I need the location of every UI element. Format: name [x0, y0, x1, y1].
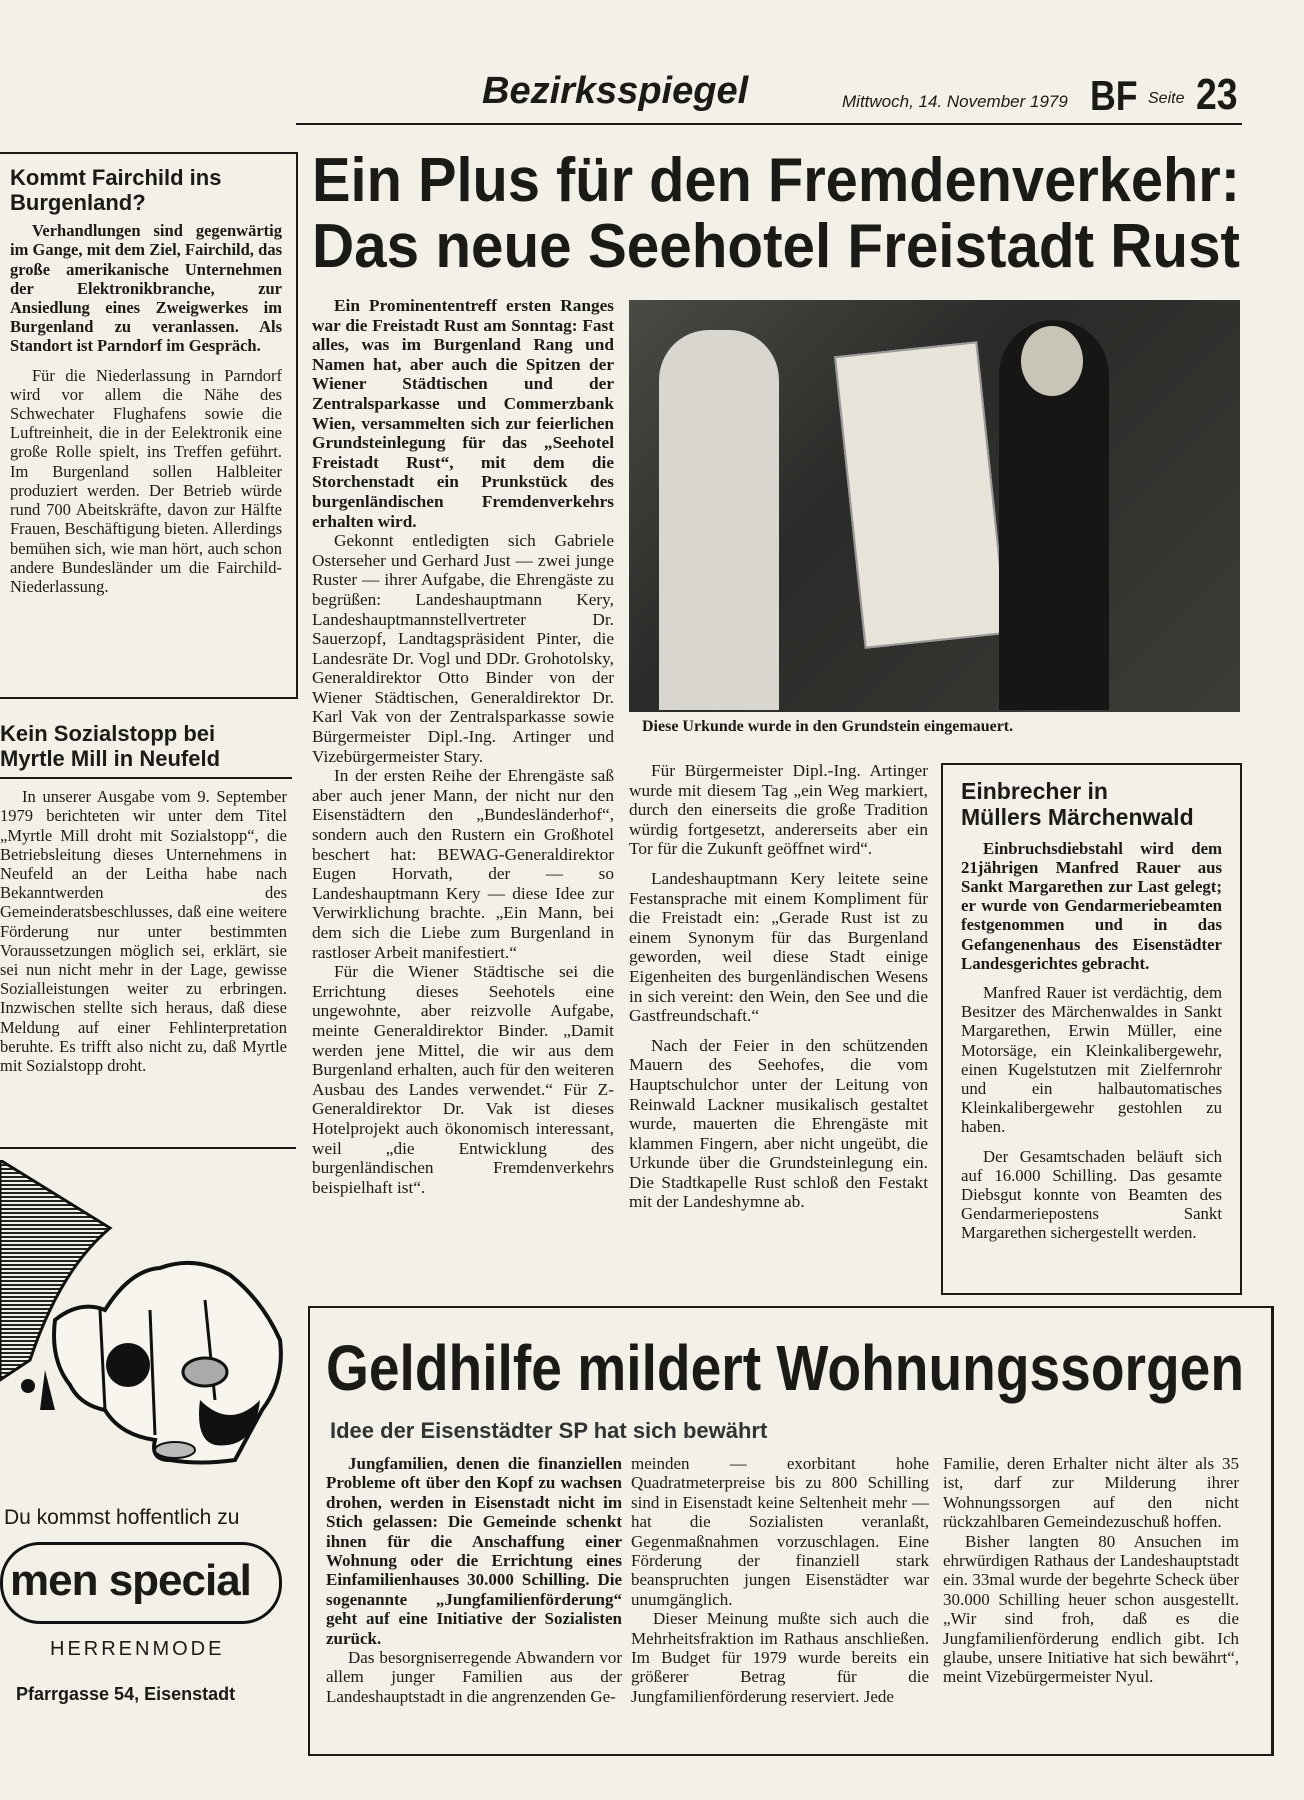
lead-paragraph: Verhandlungen sind gegenwärtig im Gange, mit dem Ziel, Fairchild, das große amerikanische Unternehmen der Elektronikbranche, zur Ansiedlung eines Zweigwerkes im Burgenland zu veranlassen. Als Standort ist Parndorf im Gespräch. [10, 221, 282, 356]
subheadline: Idee der Eisenstädter SP hat sich bewährt [330, 1418, 768, 1443]
photo-person-left [659, 330, 779, 710]
headline-line-2: Das neue Seehotel Freistadt Rust [312, 212, 1240, 281]
geldhilfe-column-1 [326, 1454, 622, 1706]
left-column-divider [296, 152, 298, 699]
seehotel-column-1 [312, 296, 614, 1197]
advertisement [0, 1160, 290, 1720]
paragraph: Landeshauptmann Kery leitete seine Festansprache mit einem Kompliment für die Freistadt ein: „Gerade Rust ist zu einem Synonym für das Burgenland geworden, weil diese Stadt einige Eigenheiten des burgenländischen Wesens in sich vereint: den Wein, den See und die Gastfreundschaft.“ [629, 868, 928, 1026]
article-einbrecher [941, 763, 1242, 1295]
paragraph: Für die Wiener Städtische sei die Errichtung dieses Seehotels eine ungewohnte, aber reizvolle Aufgabe, meinte Generaldirektor Binder. „Damit werden jene Mittel, die wir aus dem Burgenland erhalten, auch für den weiteren Ausbau des Landes verwendet.“ Für Z-Generaldirektor Dr. Vak ist dieses Hotelprojekt auch ökonomisch interessant, weil „die Entwicklung des burgenländischen Fremdenverkehrs beispielhaft ist“. [312, 962, 614, 1197]
section-title: Bezirksspiegel [482, 70, 749, 112]
paragraph: Bisher langten 80 Ansuchen im ehrwürdigen Rathaus der Landeshauptstadt ein. 33mal wurde der begehrte Scheck über 30.000 Schilling heuer schon ausgestellt. „Wir sind froh, daß es die Jungfamilienförderung endlich gibt. Ich glaube, unsere Initiative hat sich bewährt“, meint Vizebürgermeister Nyul. [943, 1531, 1239, 1687]
paragraph: Gekonnt entledigten sich Gabriele Osterseher und Gerhard Just — zwei junge Ruster — ihrer Aufgabe, die Ehrengäste zu begrüßen: Landeshauptmann Kery, Landeshauptmannstellvertreter Dr. Sauerzopf, Landtagspräsident Pinter, die Landesräte Dr. Vogl und DDr. Grohotolsky, Generaldirektor Otto Binder von der Wiener Städtischen, Generaldirektor Dr. Karl Vak von der Zentralsparkasse sowie Bürgermeister Dipl.-Ing. Artinger und Vizebürgermeister Stary. [312, 531, 614, 766]
article-sozialstopp [0, 722, 287, 1075]
page-label: Seite [1148, 90, 1185, 107]
article-seehotel [312, 150, 1242, 282]
paragraph: Manfred Rauer ist verdächtig, dem Besitzer des Märchenwaldes in Sankt Margarethen, Erwin Müller, eine Motorsäge, ein Kleinkalibergewehr, einen Kugelstutzen mit Zielfernrohr und ein halbautomatisches Kleinkalibergewehr gestohlen zu haben. [961, 982, 1222, 1137]
masthead [296, 62, 1242, 124]
headline: Kommt Fairchild ins Burgenland? [10, 165, 222, 215]
paragraph: Familie, deren Erhalter nicht älter als 35 ist, darf zur Milderung ihrer Wohnungssorgen auf den nicht rückzahlbaren Gemeindezuschuß hoffen. [943, 1454, 1239, 1532]
headline-line-2: Müllers Märchenwald [961, 803, 1194, 830]
headline [326, 1336, 1304, 1406]
headline-rule [0, 777, 292, 779]
headline [961, 779, 1222, 831]
issue-date: Mittwoch, 14. November 1979 [842, 92, 1068, 111]
geldhilfe-column-2 [631, 1454, 929, 1706]
headline [312, 150, 1242, 282]
ad-brand-name: men special [10, 1556, 251, 1605]
ad-address: Pfarrgasse 54, Eisenstadt [16, 1684, 236, 1704]
lead-paragraph: Einbruchsdiebstahl wird dem 21jährigen Manfred Rauer aus Sankt Margarethen zur Last gelegt; er wurde von Gendarmeriebeamten festgenommen und in das Gefangenenhaus des Eisenstädter Landesgerichtes gebracht. [961, 838, 1222, 973]
article-geldhilfe [308, 1306, 1274, 1756]
left-column-top-rule [0, 152, 298, 154]
headline-line-1: Einbrecher in [961, 778, 1108, 804]
paragraph: meinden — exorbitant hohe Quadratmeterpreise bis zu 800 Schilling sind in Eisenstadt keine Seltenheit mehr — hat die Sozialisten veranlaßt, Gegenmaßnahmen vorzuschlagen. Eine Förderung der finanziell stark beanspruchten jungen Eisenstädter war unumgänglich. [631, 1454, 929, 1609]
geldhilfe-column-3 [943, 1454, 1239, 1687]
article-body [0, 787, 287, 1075]
lead-paragraph: Jungfamilien, denen die finanziellen Probleme oft über den Kopf zu wachsen drohen, werden in Eisenstadt nicht im Stich gelassen: Die Gemeinde schenkt ihnen für die Anschaffung einer Wohnung oder die Errichtung eines Einfamilienhauses 30.000 Schilling. Die sogenannte „Jungfamilienförderung“ geht auf eine Initiative der Sozialisten zurück. [326, 1454, 622, 1648]
paragraph: Für die Niederlassung in Parndorf wird vor allem die Nähe des Schwechater Flughafens sowie die Luftreinheit, die in der Eelektronik eine große Rolle spielt, ins Treffen geführt. Im Burgenland sollen Halbleiter produziert werden. Der Betrieb würde rund 700 Abeitskräfte, davon zur Hälfte Frauen, Beschäftigung bieten. Allerdings bemühen sich, wie man hört, auch schon andere Bundesländer um die Fairchild-Niederlassung. [10, 365, 282, 596]
ad-category: HERRENMODE [50, 1638, 225, 1660]
photo-urkunde [629, 300, 1240, 712]
ad-tagline: Du kommst hoffentlich zu [4, 1506, 240, 1529]
page-number: 23 [1196, 70, 1238, 119]
photo-caption: Diese Urkunde wurde in den Grundstein eingemauert. [642, 718, 1014, 735]
photo-face-right [1021, 326, 1083, 396]
article-body [10, 221, 282, 596]
paragraph: Nach der Feier in den schützenden Mauern des Seehofes, die vom Hauptschulchor unter der Leitung von Reinwald Lackner musikalisch gestaltet wurde, mauerten die Ehrengäste mit klammen Fingern, aber nicht ungeübt, die Urkunde über die Grundsteinlegung ein. Die Stadtkapelle Rust schloß den Festakt mit der Landeshymne ab. [629, 1035, 928, 1212]
headline: Kein Sozialstopp bei Myrtle Mill in Neufeld [0, 721, 221, 771]
lead-paragraph: Ein Prominententreff ersten Ranges war die Freistadt Rust am Sonntag: Fast alles, was im Burgenland Rang und Namen hat, aber auch die Spitzen der Wiener Städtischen und der Zentralsparkasse und Commerzbank Wien, versammelten sich zur feierlichen Grundsteinlegung für das „Seehotel Freistadt Rust“, mit dem die Storchenstadt ein Prunkstück des burgenländischen Fremdenverkehrs erhalten wird. [312, 296, 614, 531]
article-body [961, 839, 1222, 1243]
masthead-rule [296, 123, 1242, 125]
paper-logo: BF [1090, 72, 1138, 119]
article-fairchild [10, 166, 282, 596]
paragraph: In der ersten Reihe der Ehrengäste saß aber auch jener Mann, der nicht nur den Eisenstädtern den „Bundesländerhof“, sondern auch den Rustern ein Großhotel beschert hat: BEWAG-Generaldirektor Eugen Horvath, der — so Landeshauptmann Kery — diese Idee zur Verwirklichung brachte. „Ein Mann, bei dem sich die Liebe zum Burgenland in rastloser Arbeit manifestiert.“ [312, 766, 614, 962]
headline-text: Geldhilfe mildert Wohnungssorgen [326, 1336, 1244, 1404]
divider [0, 697, 296, 699]
seehotel-column-2 [629, 761, 928, 1212]
paragraph: In unserer Ausgabe vom 9. September 1979 berichteten wir unter dem Titel „Myrtle Mill droht mit Sozialstopp“, die Betriebsleitung dieses Unternehmens in Neufeld an der Leitha habe nach Bekanntwerden des Gemeinderatsbeschlusses, daß eine weitere Förderung nur unter bestimmten Voraussetzungen möglich sei, erklärt, sie sei nun nicht mehr in der Lage, gewisse Sozialleistungen weiter zu erbringen. Inzwischen stellte sich heraus, daß diese Meldung auf einer Fehlinterpretation beruhte. Es trifft also nicht zu, daß Myrtle mit Sozialstopp droht. [0, 787, 287, 1076]
divider [0, 1147, 296, 1149]
pointing-fist-illustration [0, 1160, 290, 1490]
headline-line-1: Ein Plus für den Fremdenverkehr: [312, 150, 1240, 215]
photo-certificate [834, 341, 1008, 648]
paragraph: Das besorgniserregende Abwandern vor allem junger Familien aus der Landeshauptstadt in die angrenzenden Ge- [326, 1648, 622, 1706]
paragraph: Für Bürgermeister Dipl.-Ing. Artinger wurde mit diesem Tag „ein Weg markiert, durch den einerseits die große Tradition würdig fortgesetzt, andererseits aber ein Tor für die Zukunft geöffnet wird“. [629, 761, 928, 859]
paragraph: Der Gesamtschaden beläuft sich auf 16.000 Schilling. Das gesamte Diebsgut konnte von Beamten des Gendarmeriepostens Sankt Margarethen sichergestellt werden. [961, 1146, 1222, 1243]
paragraph: Dieser Meinung mußte sich auch die Mehrheitsfraktion im Rathaus anschließen. Im Budget für 1979 wurde bereits ein größerer Betrag für die Jungfamilienförderung reserviert. Jede [631, 1609, 929, 1706]
